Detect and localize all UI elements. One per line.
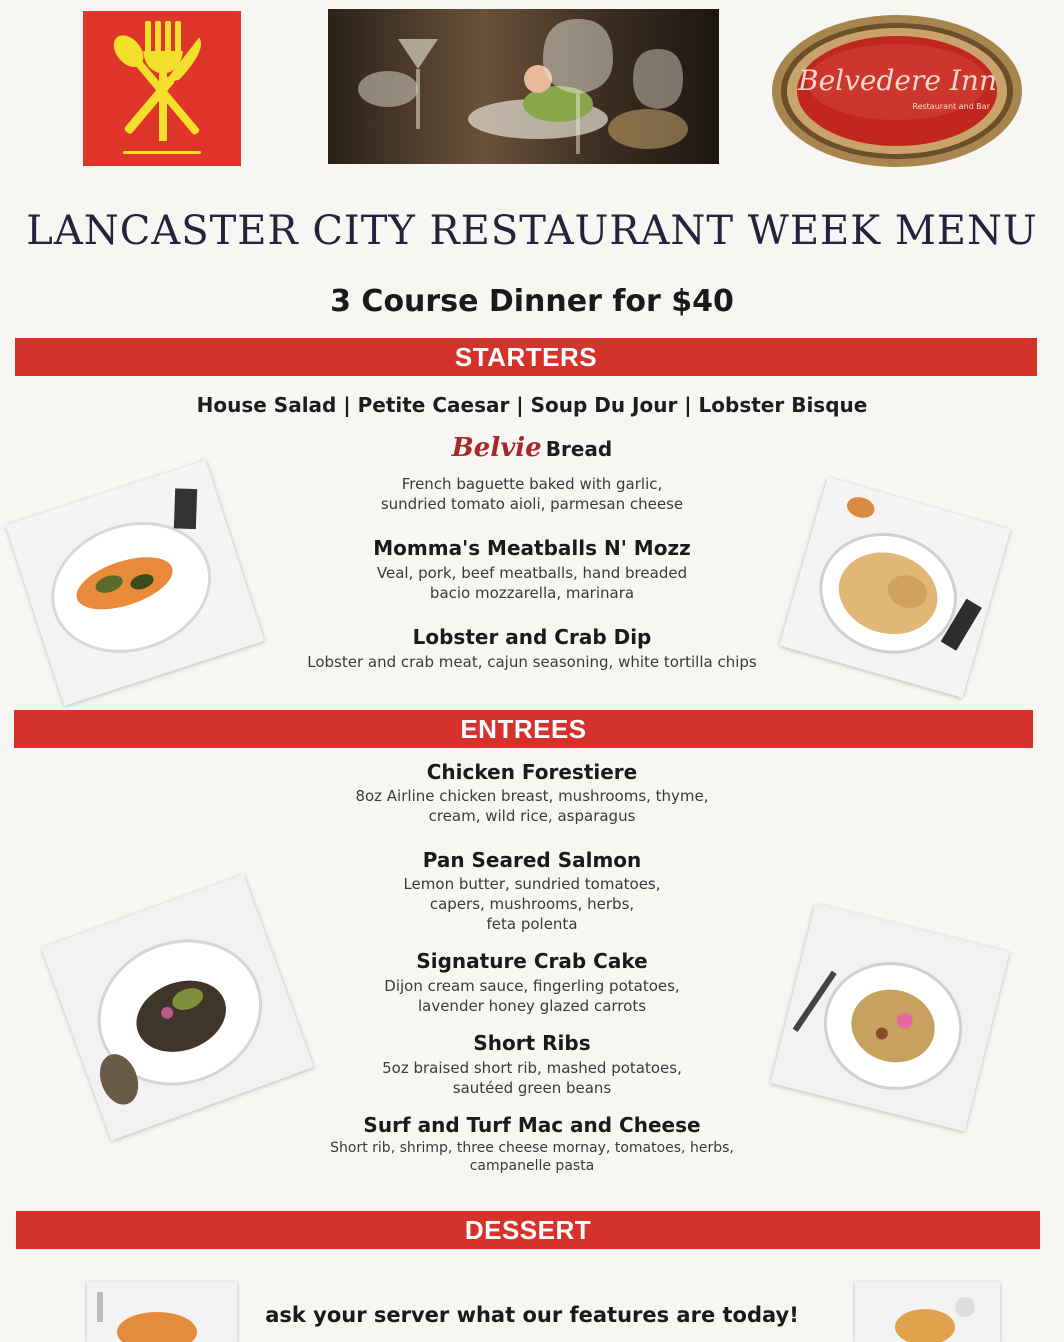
desc-line: Lobster and crab meat, cajun seasoning, white tortilla chips [307,653,757,671]
starters-quick-list: House Salad | Petite Caesar | Soup Du Jour | Lobster Bisque [196,393,868,417]
desc-line: bacio mozzarella, marinara [429,584,635,602]
table-setting-image [328,9,719,164]
starters-header: STARTERS [15,338,1037,376]
item-description [0,786,1064,826]
belvie-script-logo: Belvie [451,433,542,463]
page-subtitle: 3 Course Dinner for $40 [330,284,734,319]
item-description [0,1139,1064,1175]
belvedere-inn-logo [770,12,1025,170]
desc-line: campanelle pasta [469,1158,595,1174]
desc-line: Lemon butter, sundried tomatoes, [403,875,661,893]
item-name: Lobster and Crab Dip [412,625,652,649]
desc-line: sautéed green beans [452,1079,612,1097]
brand-tagline: Restaurant and Bar [912,102,990,111]
desc-line: cream, wild rice, asparagus [428,807,636,825]
desc-line: sundried tomato aioli, parmesan cheese [380,495,684,513]
desc-line: Dijon cream sauce, fingerling potatoes, [384,977,680,995]
item-name: Surf and Turf Mac and Cheese [363,1113,701,1137]
fork-knife-icon [83,11,241,166]
desc-line: 8oz Airline chicken breast, mushrooms, thyme, [355,787,709,805]
dessert-image [855,1282,1000,1342]
entrees-header: ENTREES [14,710,1033,748]
desc-line: Veal, pork, beef meatballs, hand breaded [376,564,688,582]
item-name: Bread [545,437,613,461]
item-name: Pan Seared Salmon [422,848,642,872]
item-name: Signature Crab Cake [416,949,648,973]
dessert-note: ask your server what our features are today! [265,1303,799,1327]
dessert-image [87,1282,237,1342]
dessert-photo-left [87,1282,237,1342]
desc-line: 5oz braised short rib, mashed potatoes, [382,1059,682,1077]
page-title: LANCASTER CITY RESTAURANT WEEK MENU [26,208,1038,254]
item-name: Momma's Meatballs N' Mozz [373,536,691,560]
desc-line: Short rib, shrimp, three cheese mornay, tomatoes, herbs, [330,1140,734,1156]
dessert-header: DESSERT [16,1211,1040,1249]
brand-name: Belvedere Inn [798,64,997,97]
desc-line: lavender honey glazed carrots [417,997,647,1015]
item-name: Short Ribs [473,1031,591,1055]
desc-line: French baguette baked with garlic, [401,475,663,493]
desc-line: feta polenta [486,915,578,933]
dessert-photo-right [855,1282,1000,1342]
hero-table-photo [328,9,719,164]
item-name: Chicken Forestiere [426,760,638,784]
fork-knife-logo [83,11,241,166]
desc-line: capers, mushrooms, herbs, [429,895,635,913]
belvie-bread-title [0,433,1064,463]
